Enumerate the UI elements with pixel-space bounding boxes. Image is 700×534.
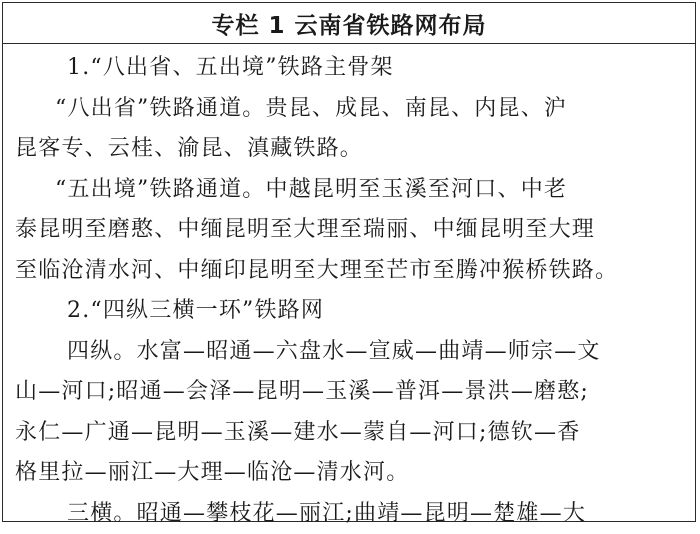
paragraph-line: 三横。昭通—攀枝花—丽江;曲靖—昆明—楚雄—大: [15, 494, 695, 534]
paragraph-line: 山—河口;昭通—会泽—昆明—玉溪—普洱—景洪—磨憨;: [15, 372, 695, 413]
paragraph-line: 昆客专、云桂、渝昆、滇藏铁路。: [15, 129, 695, 170]
sidebar-box: [2, 2, 696, 522]
box-title: 专栏 1 云南省铁路网布局: [3, 3, 695, 44]
paragraph-line: 至临沧清水河、中缅印昆明至大理至芒市至腾冲猴桥铁路。: [15, 251, 695, 292]
paragraph-line: “八出省”铁路通道。贵昆、成昆、南昆、内昆、沪: [15, 89, 695, 130]
box-body: [3, 44, 695, 534]
paragraph-line: 格里拉—丽江—大理—临沧—清水河。: [15, 453, 695, 494]
section-heading-1: 1.“八出省、五出境”铁路主骨架: [15, 48, 695, 89]
paragraph-line: 泰昆明至磨憨、中缅昆明至大理至瑞丽、中缅昆明至大理: [15, 210, 695, 251]
paragraph-line: 永仁—广通—昆明—玉溪—建水—蒙自—河口;德钦—香: [15, 413, 695, 454]
paragraph-line: “五出境”铁路通道。中越昆明至玉溪至河口、中老: [15, 170, 695, 211]
paragraph-line: 四纵。水富—昭通—六盘水—宣威—曲靖—师宗—文: [15, 332, 695, 373]
section-heading-2: 2.“四纵三横一环”铁路网: [15, 291, 695, 332]
